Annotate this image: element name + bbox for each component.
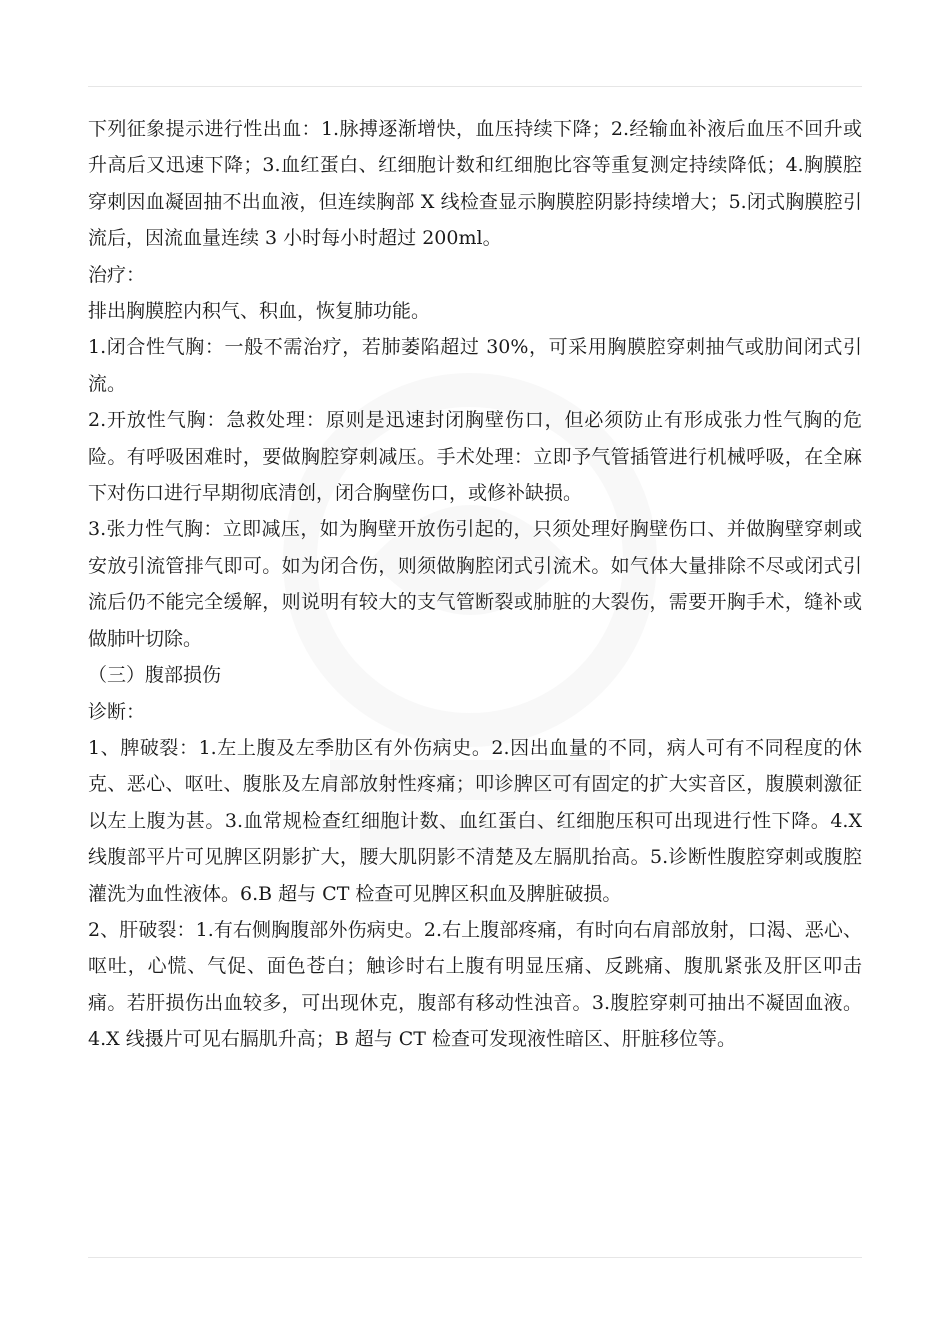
heading-abdominal-injury: （三）腹部损伤 <box>88 664 222 687</box>
paragraph-closed-pneumothorax: 1.闭合性气胸：一般不需治疗，若肺萎陷超过 30%，可采用胸膜腔穿刺抽气或肋间闭式引流。 <box>88 336 862 395</box>
footer-rule <box>88 1257 862 1258</box>
header-rule <box>88 86 862 87</box>
paragraph-open-pneumothorax: 2.开放性气胸：急救处理：原则是迅速封闭胸壁伤口，但必须防止有形成张力性气胸的危险。有呼吸困难时，要做胸腔穿刺减压。手术处理：立即予气管插管进行机械呼吸，在全麻下对伤口进行早期彻底清创，闭合胸壁伤口，或修补缺损。 <box>88 409 862 505</box>
paragraph-tension-pneumothorax: 3.张力性气胸：立即减压，如为胸壁开放伤引起的，只须处理好胸壁伤口、并做胸壁穿刺或安放引流管排气即可。如为闭合伤，则须做胸腔闭式引流术。如气体大量排除不尽或闭式引流后仍不能完全缓解，则说明有较大的支气管断裂或肺脏的大裂伤，需要开胸手术，缝补或做肺叶切除。 <box>88 518 862 650</box>
paragraph-liver-rupture: 2、肝破裂：1.有右侧胸腹部外伤病史。2.右上腹部疼痛，有时向右肩部放射，口渴、恶心、呕吐，心慌、气促、面色苍白；触诊时右上腹有明显压痛、反跳痛、腹肌紧张及肝区叩击痛。若肝损伤出血较多，可出现休克，腹部有移动性浊音。3.腹腔穿刺可抽出不凝固血液。4.X 线摄片可见右膈肌升高；B 超与 CT 检查可发现液性暗区、肝脏移位等。 <box>88 918 862 1051</box>
heading-diagnosis: 诊断： <box>88 700 146 723</box>
paragraph-treatment-goal: 排出胸膜腔内积气、积血，恢复肺功能。 <box>88 300 431 323</box>
paragraph-spleen-rupture: 1、脾破裂：1.左上腹及左季肋区有外伤病史。2.因出血量的不同，病人可有不同程度的休克、恶心、呕吐、腹胀及左肩部放射性疼痛；叩诊脾区可有固定的扩大实音区，腹膜刺激征以左上腹为甚。3.血常规检查红细胞计数、血红蛋白、红细胞压积可出现进行性下降。4.X 线腹部平片可见脾区阴影扩大，腰大肌阴影不清楚及左膈肌抬高。5.诊断性腹腔穿刺或腹腔灌洗为血性液体。6.B 超与 CT 检查可见脾区积血及脾脏破损。 <box>88 736 862 905</box>
document-body <box>88 111 862 1058</box>
paragraph-progressive-bleeding-signs: 下列征象提示进行性出血：1.脉搏逐渐增快，血压持续下降；2.经输血补液后血压不回升或升高后又迅速下降；3.血红蛋白、红细胞计数和红细胞比容等重复测定持续降低；4.胸膜腔穿刺因血凝固抽不出血液，但连续胸部 X 线检查显示胸膜腔阴影持续增大；5.闭式胸膜腔引流后，因流血量连续 3 小时每小时超过 200ml。 <box>88 118 862 250</box>
heading-treatment: 治疗： <box>88 263 146 286</box>
